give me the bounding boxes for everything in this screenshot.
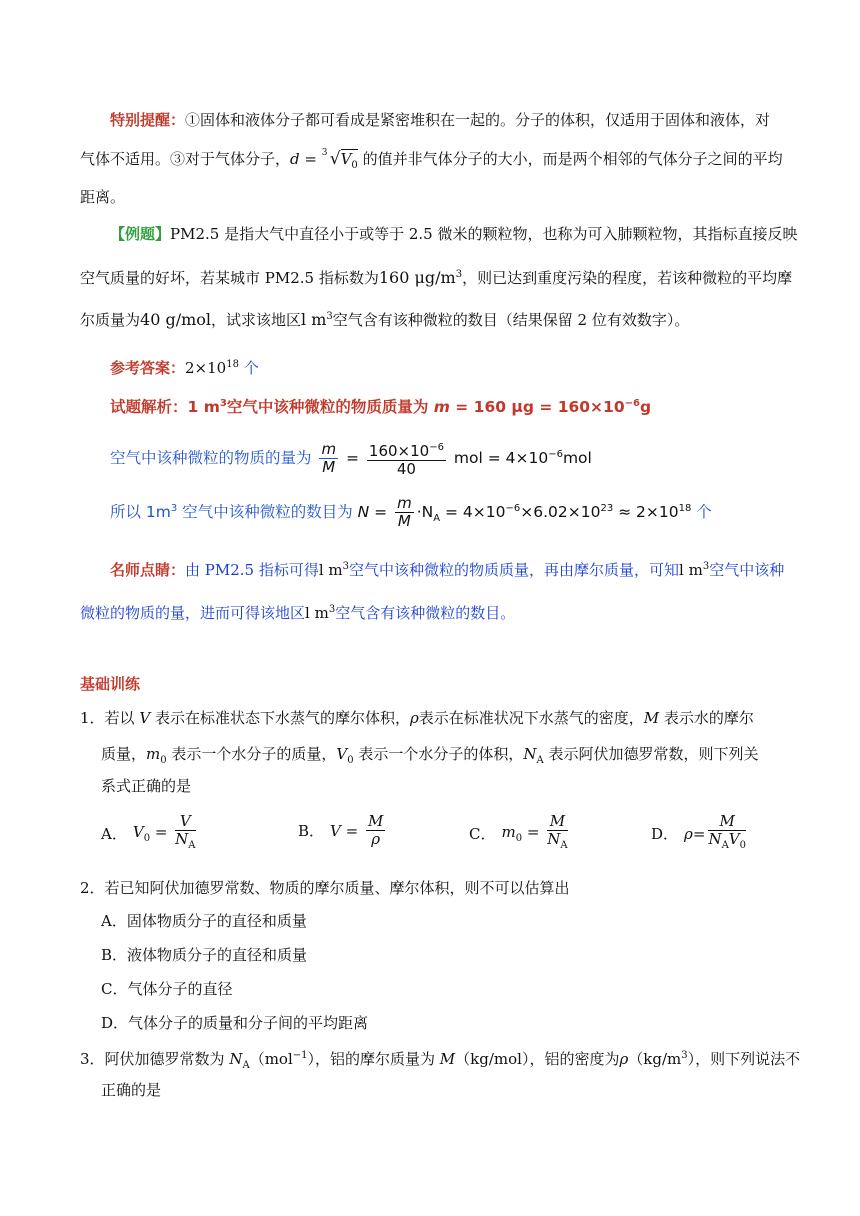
- q1-option-a[interactable]: A． $V_0$ = $\frac{V}{N_A}$: [101, 812, 196, 851]
- q1-line-1: 1．若以 V 表示在标准状态下水蒸气的摩尔体积，ρ表示在标准状况下水蒸气的密度，M 表示水的摩尔: [80, 709, 754, 727]
- teacher-label: 名师点睛：: [110, 561, 186, 579]
- answer-label: 参考答案：: [110, 359, 186, 377]
- q2-option-a[interactable]: A．固体物质分子的直径和质量: [101, 912, 307, 930]
- analysis-line-2: 空气中该种微粒的物质的量为 $\frac{m}{M}$ = $\frac{160\times 10^{-6}}{40}$ mol = $4\times 10^{-6}mol$: [110, 440, 592, 478]
- analysis-line-3: 所以 $1m^3$ 空气中该种微粒的数目为 N = $\frac{m}{M}$ $\cdot N_A = 4\times 10^{-6}\times 6.02\times 10^{23} \approx 2\times 10^{18}$ 个: [110, 494, 712, 530]
- q1-line-2: 质量，$m_0$ 表示一个水分子的质量，$V_0$ 表示一个水分子的体积，$N_A$ 表示阿伏加德罗常数，则下列关: [101, 745, 759, 766]
- tip-label: 特别提醒：: [110, 111, 186, 129]
- teacher-line-2: 微粒的物质的量，进而可得该地区l $m^3$空气含有该种微粒的数目。: [80, 604, 516, 622]
- tip-line-2: 气体不适用。③对于气体分子，d = 3 $√V_0$ 的值并非气体分子的大小，而是两个相邻的气体分子之间的平均: [80, 148, 792, 177]
- section-title: 基础训练: [80, 675, 141, 693]
- tip-line-1: 特别提醒：①固体和液体分子都可看成是紧密堆积在一起的。分子的体积，仅适用于固体和液体，对: [110, 111, 771, 129]
- q2-option-c[interactable]: C．气体分子的直径: [101, 980, 233, 998]
- analysis-line-1: 试题解析：1 $m^3$空气中该种微粒的物质质量为 m = 160 $\mu g = 160\times 10^{-6}g$: [110, 398, 652, 417]
- answer-line: 参考答案：$2\times 10^{18}$ 个: [110, 359, 259, 377]
- fraction-m-over-M-2: $\frac{m}{M}$: [397, 494, 412, 530]
- tip-line-3: 距离。: [80, 188, 126, 206]
- q3-line-2: 正确的是: [101, 1081, 162, 1099]
- q1-option-d[interactable]: D． ρ= $\frac{M}{N_AV_0}$: [651, 812, 747, 851]
- q1-option-c[interactable]: C． $m_0$ = $\frac{M}{N_A}$: [469, 812, 568, 851]
- q2-stem: 2．若已知阿伏加德罗常数、物质的摩尔质量、摩尔体积，则不可以估算出: [80, 879, 570, 897]
- example-line-2: 空气质量的好坏，若某城市 PM2.5 指标数为160 $\mu g/m^3$，则已达到重度污染的程度，若该种微粒的平均摩: [80, 268, 793, 287]
- analysis-label: 试题解析：: [110, 398, 188, 417]
- q1-line-3: 系式正确的是: [101, 777, 192, 795]
- fraction-160e-6-over-40: $\frac{160\times 10^{-6}}{40}$: [367, 439, 446, 478]
- example-line-3: 尔质量为40 g/mol，试求该地区l $m^3$空气含有该种微粒的数目（结果保留 2 位有效数字）。: [80, 310, 690, 329]
- cube-root: 3 $√V_0$: [321, 148, 358, 171]
- q3-line-1: 3．阿伏加德罗常数为 $N_A(mol^{-1})$，铝的摩尔质量为 M（kg/mol），铝的密度为$\rho(kg/m^3)$，则下列说法不: [80, 1050, 801, 1071]
- q2-option-b[interactable]: B．液体物质分子的直径和质量: [101, 946, 308, 964]
- teacher-line-1: 名师点睛：由 PM2.5 指标可得l $m^3$空气中该种微粒的物质质量，再由摩尔质量，可知l $m^3$空气中该种: [110, 561, 785, 579]
- formula-d: d: [290, 150, 300, 168]
- q2-option-d[interactable]: D．气体分子的质量和分子间的平均距离: [101, 1014, 369, 1032]
- q1-option-b[interactable]: B． V = $\frac{M}{\rho}$: [298, 812, 384, 848]
- fraction-m-over-M: $\frac{m}{M}$: [321, 440, 337, 476]
- example-line-1: 【例题】PM2.5 是指大气中直径小于或等于 2.5 微米的颗粒物，也称为可入肺颗粒物，其指标直接反映: [110, 225, 798, 243]
- example-label: 【例题】: [110, 225, 171, 243]
